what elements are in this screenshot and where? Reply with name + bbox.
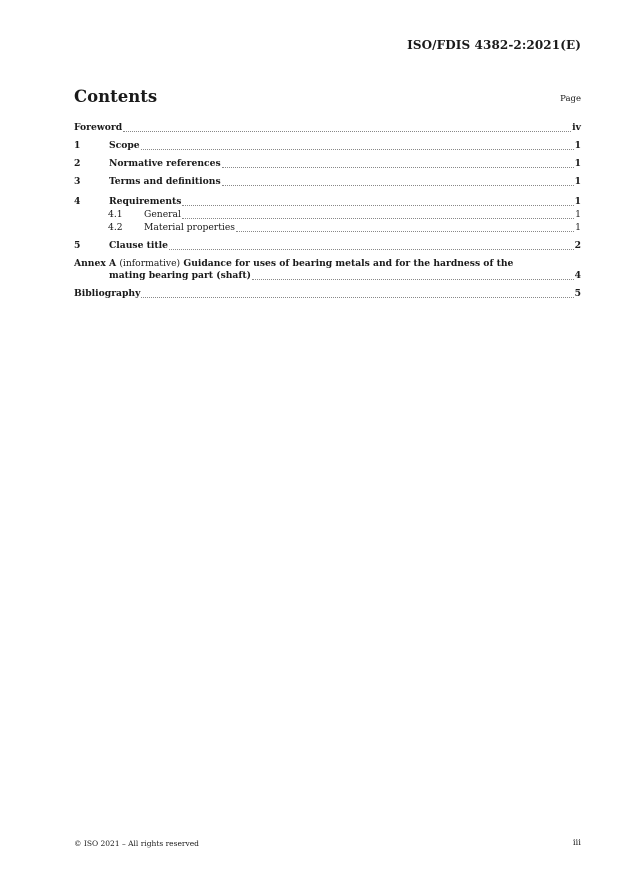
toc-entry-number: 1	[74, 140, 81, 151]
toc-entry-page: 5	[574, 288, 581, 299]
annex-title-line1: Guidance for uses of bearing metals and for the hardness of the	[183, 258, 514, 269]
toc-entry-number: 4	[74, 196, 81, 207]
toc-entry-title: Material properties	[144, 222, 235, 233]
dot-leader	[222, 184, 574, 186]
document-id-header: ISO/FDIS 4382-2:2021(E)	[407, 38, 581, 52]
toc-entry-clause-title[interactable]	[74, 240, 581, 252]
dot-leader	[141, 148, 574, 150]
toc-entry-number: 3	[74, 176, 81, 187]
toc-entry-bibliography[interactable]	[74, 288, 581, 300]
toc-entry-number: 2	[74, 158, 81, 169]
annex-label: Annex A	[74, 258, 117, 269]
toc-entry-material-properties[interactable]	[74, 222, 581, 234]
dot-leader	[123, 130, 571, 132]
toc-entry-title: Terms and definitions	[109, 176, 221, 187]
dot-leader	[182, 204, 573, 206]
toc-entry-title: Bibliography	[74, 288, 141, 299]
toc-entry-page: iv	[572, 122, 581, 133]
toc-entry-annex-a-continued[interactable]	[74, 270, 581, 282]
toc-entry-requirements[interactable]	[74, 196, 581, 208]
toc-entry-title: Scope	[109, 140, 140, 151]
toc-entry-normative-references[interactable]	[74, 158, 581, 170]
toc-entry-number: 5	[74, 240, 81, 251]
toc-entry-title: Clause title	[109, 240, 168, 251]
dot-leader	[169, 248, 574, 250]
contents-title: Contents	[74, 87, 158, 106]
toc-entry-page: 1	[574, 158, 581, 169]
annex-informative-label: (informative)	[119, 258, 181, 269]
toc-entry-terms-and-definitions[interactable]	[74, 176, 581, 188]
toc-entry-page: 1	[575, 209, 581, 220]
toc-entry-general[interactable]	[74, 209, 581, 221]
toc-entry-page: 1	[574, 140, 581, 151]
toc-entry-annex-a[interactable]	[74, 258, 513, 269]
toc-entry-number: 4.1	[108, 209, 123, 220]
toc-entry-title: Requirements	[109, 196, 182, 207]
toc-entry-title: Normative references	[109, 158, 221, 169]
dot-leader	[236, 230, 574, 232]
footer-page-number: iii	[572, 838, 581, 848]
dot-leader	[252, 278, 574, 280]
toc-entry-page: 4	[574, 270, 581, 281]
dot-leader	[182, 217, 574, 219]
page-column-label: Page	[560, 94, 581, 104]
toc-entry-scope[interactable]	[74, 140, 581, 152]
dot-leader	[222, 166, 574, 168]
toc-entry-foreword[interactable]	[74, 122, 581, 134]
toc-entry-title: Foreword	[74, 122, 123, 133]
dot-leader	[141, 296, 573, 298]
annex-title-line2: mating bearing part (shaft)	[109, 270, 251, 281]
toc-entry-number: 4.2	[108, 222, 123, 233]
footer-copyright: © ISO 2021 – All rights reserved	[74, 839, 199, 848]
toc-entry-page: 1	[574, 176, 581, 187]
toc-entry-title: General	[144, 209, 181, 220]
toc-entry-page: 1	[575, 222, 581, 233]
toc-entry-page: 1	[574, 196, 581, 207]
toc-entry-page: 2	[574, 240, 581, 251]
